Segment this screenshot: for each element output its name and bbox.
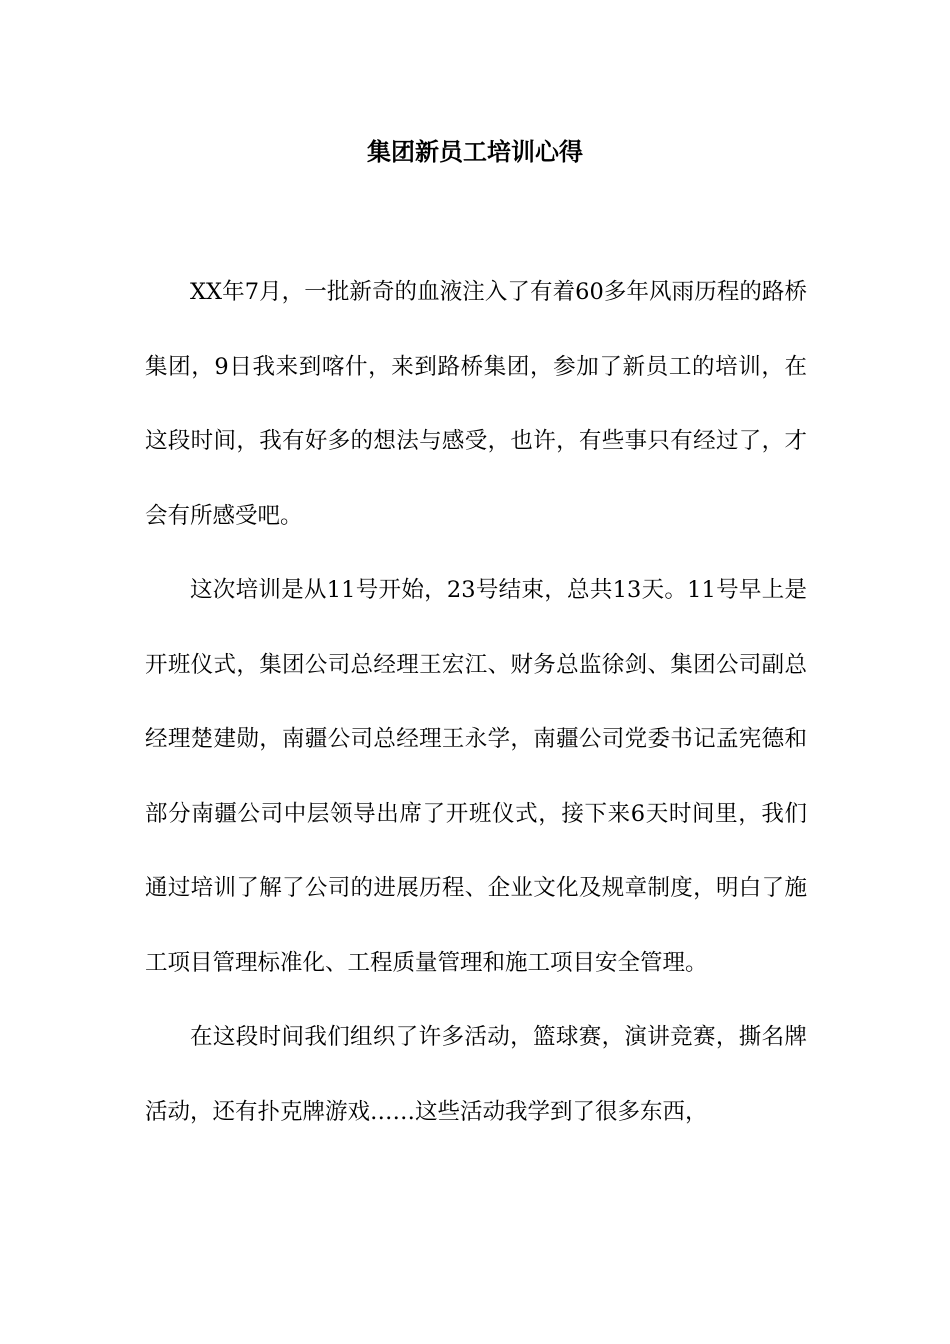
paragraph-3: 在这段时间我们组织了许多活动，篮球赛，演讲竞赛，撕名牌活动，还有扑克牌游戏……这些活动我学到了很多东西， [145,1024,807,1125]
document-title: 集团新员工培训心得 [367,137,583,166]
document-body [145,255,807,1149]
paragraph-1: XX年7月，一批新奇的血液注入了有着60多年风雨历程的路桥集团，9日我来到喀什，来到路桥集团，参加了新员工的培训，在这段时间，我有好多的想法与感受，也许，有些事只有经过了，才会有所感受吧。 [145,279,807,529]
paragraph-2: 这次培训是从11号开始，23号结束，总共13天。11号早上是开班仪式，集团公司总经理王宏江、财务总监徐剑、集团公司副总经理楚建勋，南疆公司总经理王永学，南疆公司党委书记孟宪德和部分南疆公司中层领导出席了开班仪式，接下来6天时间里，我们通过培训了解了公司的进展历程、企业文化及规章制度，明白了施工项目管理标准化、工程质量管理和施工项目安全管理。 [145,577,807,976]
